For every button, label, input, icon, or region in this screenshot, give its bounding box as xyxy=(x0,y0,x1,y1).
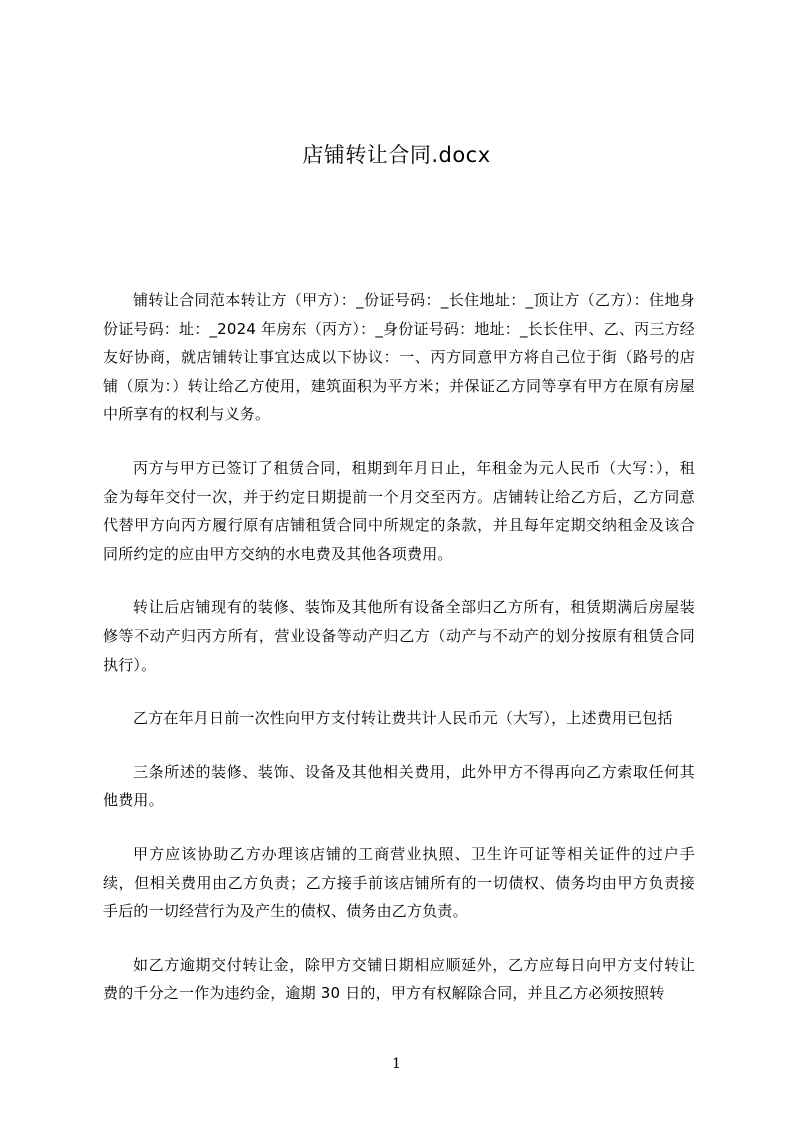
document-title: 店铺转让合同.docx xyxy=(302,143,491,167)
page-number: 1 xyxy=(392,1056,401,1072)
document-body xyxy=(103,286,695,1033)
paragraph-transfer-fee: 乙方在年月日前一次性向甲方支付转让费共计人民币元（大写），上述费用已包括 xyxy=(133,709,673,728)
paragraph-fixtures: 转让后店铺现有的装修、装饰及其他所有设备全部归乙方所有，租赁期满后房屋装修等不动产归丙方所有，营业设备等动产归乙方（动产与不动产的划分按原有租赁合同执行）。 xyxy=(103,598,695,674)
paragraph-parties: 铺转让合同范本转让方（甲方）：_份证号码：_长住地址：_顶让方（乙方）：住地身份证号码：址：_2024 年房东（丙方）：_身份证号码：地址：_长长住甲、乙、丙三方经友好协商，就店铺转让事宜达成以下协议：一、丙方同意甲方将自己位于街（路号的店铺（原为：）转让给乙方使用，建筑面积为平方米；并保证乙方同等享有甲方在原有房屋中所享有的权利与义务。 xyxy=(103,291,695,424)
paragraph-fee-scope: 三条所述的装修、装饰、设备及其他相关费用，此外甲方不得再向乙方索取任何其他费用。 xyxy=(103,762,695,810)
paragraph-lease: 丙方与甲方已签订了租赁合同，租期到年月日止，年租金为元人民币（大写：），租金为每年交付一次，并于约定日期提前一个月交至丙方。店铺转让给乙方后，乙方同意代替甲方向丙方履行原有店铺租赁合同中所规定的条款，并且每年定期交纳租金及该合同所约定的应由甲方交纳的水电费及其他各项费用。 xyxy=(103,458,695,563)
paragraph-licenses: 甲方应该协助乙方办理该店铺的工商营业执照、卫生许可证等相关证件的过户手续，但相关费用由乙方负责；乙方接手前该店铺所有的一切债权、债务均由甲方负责接手后的一切经营行为及产生的债权、债务由乙方负责。 xyxy=(103,844,695,921)
paragraph-late-payment: 如乙方逾期交付转让金，除甲方交铺日期相应顺延外，乙方应每日向甲方支付转让费的千分之一作为违约金，逾期 30 日的，甲方有权解除合同，并且乙方必须按照转 xyxy=(103,955,695,1003)
